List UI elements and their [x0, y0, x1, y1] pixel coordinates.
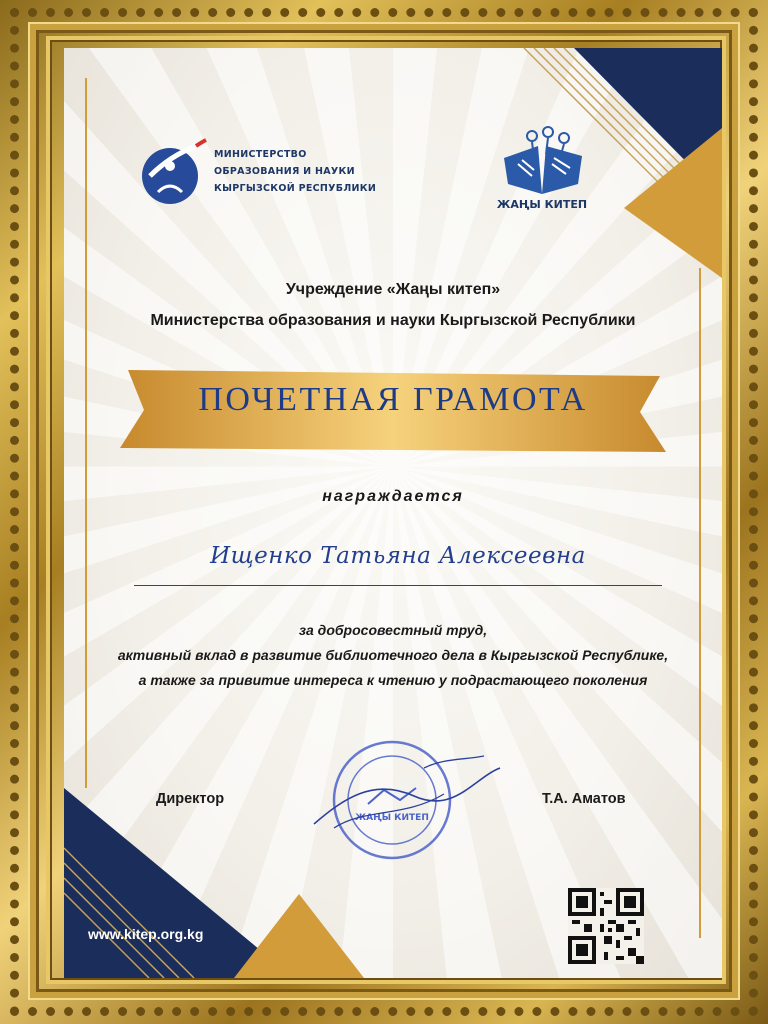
- reason-line-1: за добросовестный труд,: [298, 622, 488, 638]
- institution-name: Учреждение «Жаңы китеп»: [285, 281, 501, 298]
- director-name: Т.А. Аматов: [542, 791, 626, 807]
- ministry-name-line2: ОБРАЗОВАНИЯ И НАУКИ: [214, 166, 355, 177]
- ministry-name: [214, 146, 414, 197]
- ministry-emblem-icon: [136, 136, 208, 208]
- institution-parent: Министерства образования и науки Кыргызской Республики: [150, 312, 636, 329]
- certificate-paper: [64, 48, 722, 978]
- qr-code: [568, 888, 644, 964]
- kitep-logo-label: ЖАҢЫ КИТЕП: [496, 198, 588, 211]
- awarded-label: награждается: [322, 488, 464, 505]
- recipient-handwritten-name: Ищенко Татьяна Алексеевна: [210, 543, 586, 569]
- stamp-center-text: ЖАҢЫ КИТЕП: [355, 813, 429, 823]
- ministry-name-line1: МИНИСТЕРСТВО: [214, 149, 307, 160]
- certificate-title: ПОЧЕТНАЯ ГРАМОТА: [198, 381, 588, 418]
- director-label: Директор: [156, 791, 225, 807]
- reason-line-3: а также за привитие интереса к чтению у подрастающего поколения: [138, 672, 648, 688]
- official-stamp: [304, 738, 504, 868]
- kitep-book-icon: [498, 124, 590, 204]
- recipient-underline: [134, 585, 662, 586]
- ministry-name-line3: КЫРГЫЗСКОЙ РЕСПУБЛИКИ: [214, 183, 377, 194]
- reason-line-2: активный вклад в развитие библиотечного дела в Кыргызской Республике,: [117, 647, 669, 663]
- website-url[interactable]: www.kitep.org.kg: [88, 926, 204, 942]
